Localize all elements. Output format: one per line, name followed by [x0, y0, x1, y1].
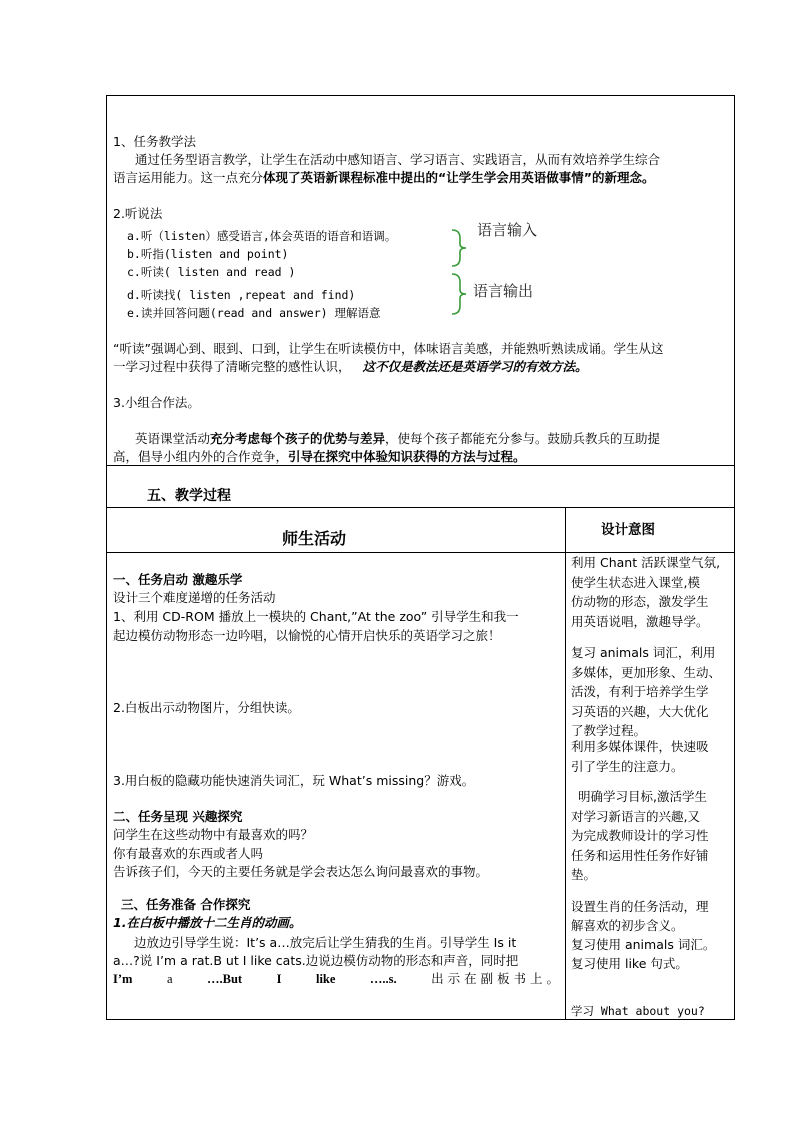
- task-method-para-text: 语言运用能力。这一点充分: [113, 170, 264, 185]
- intent-line: 利用多媒体课件，快速吸: [571, 739, 709, 754]
- intent-block-6: [571, 1002, 705, 1020]
- group-para-text1: 英语课堂活动: [135, 431, 211, 446]
- stage3-title: 三、任务准备 合作探究: [121, 897, 251, 912]
- stage3-board-text: 出 示 在 副 板 书 上 。: [431, 971, 559, 986]
- stage3-item1: 1.在白板中播放十二生肖的动画。: [113, 915, 302, 930]
- table-border-left: [106, 95, 107, 1020]
- stage3-i: I: [276, 972, 282, 986]
- group-para-bold2: 引导在探究中体验知识获得的方法与过程。: [288, 449, 526, 464]
- intent-line: 多媒体，更加形象、生动、: [571, 664, 722, 680]
- listen-method-title: 2.听说法: [113, 206, 163, 221]
- stage3-s: …..s.: [369, 972, 397, 986]
- intent-block-5: [571, 897, 715, 973]
- stage3-para-line1: 边放边引导学生说：It’s a…放完后让学生猜我的生肖。引导学生 Is it: [134, 935, 517, 950]
- listen-item-b: b.听指(listen and point): [127, 247, 289, 261]
- intent-line: 任务和运用性任务作好铺: [571, 847, 709, 863]
- intent-line: 引了学生的注意力。: [571, 758, 684, 774]
- stage1-item3: 3.用白板的隐藏功能快速消失词汇，玩 What’s missing？游戏。: [113, 773, 475, 788]
- stage1-item2: 2.白板出示动物图片，分组快读。: [113, 700, 300, 715]
- group-para-line1: [135, 430, 660, 448]
- listen-item-c: c.听读( listen and read ): [127, 265, 296, 279]
- intent-line: 了教学过程。: [571, 723, 647, 738]
- intent-line: 复习使用 like 句式。: [571, 956, 688, 971]
- intent-block-4: [571, 787, 709, 885]
- brace-input-icon: [448, 228, 472, 268]
- brace-label-output: 语言输出: [473, 282, 534, 300]
- stage1-item1-line2: 起边模仿动物形态一边吟唱，以愉悦的心情开启快乐的英语学习之旅！: [113, 628, 501, 643]
- listen-item-d: d.听读找( listen ,repeat and find): [127, 288, 356, 302]
- column-header-intent: 设计意图: [601, 522, 655, 538]
- group-para-text3: 高，倡导小组内外的合作竞争，: [113, 449, 289, 464]
- stage3-but: ….But: [207, 972, 243, 986]
- stage2-line1: 问学生在这些动物中有最喜欢的吗？: [113, 827, 314, 842]
- listen-item-a: a.听（listen）感受语言,体会英语的语音和语调。: [127, 229, 397, 243]
- stage2-line2: 你有最喜欢的东西或者人吗: [113, 846, 264, 861]
- intent-line: 学习 What about you?: [571, 1004, 705, 1018]
- task-method-para-line1: 通过任务型语言教学，让学生在活动中感知语言、学习语言、实践语言，从而有效培养学生综合: [135, 152, 661, 167]
- group-method-title: 3.小组合作法。: [113, 395, 200, 410]
- intent-line: 用英语说唱，激趣导学。: [571, 613, 709, 629]
- intent-line: 设置生肖的任务活动，理: [571, 899, 709, 914]
- listen-para-text: 一学习过程中获得了清晰完整的感性认识，: [113, 359, 351, 374]
- stage3-a: a: [166, 972, 173, 986]
- intent-line: 解喜欢的初步含义。: [571, 918, 684, 933]
- intent-line: 为完成教师设计的学习性: [571, 828, 709, 843]
- intent-line: 对学习新语言的兴趣,又: [571, 808, 700, 824]
- intent-line: 活泼，有利于培养学生学: [571, 684, 709, 699]
- listen-item-e: e.读并回答问题(read and answer) 理解语意: [127, 306, 381, 320]
- section5-title: 五、教学过程: [147, 488, 231, 504]
- task-method-para-line2: [113, 169, 654, 187]
- stage3-para-line3: [113, 970, 559, 988]
- stage2-line3: 告诉孩子们，今天的主要任务就是学会表达怎么询问最喜欢的事物。: [113, 864, 489, 879]
- intent-line: 明确学习目标,激活学生: [578, 789, 707, 804]
- stage3-para-line2: a…?说 I’m a rat.B ut I like cats.边说边模仿动物的形态和声音，同时把: [113, 953, 519, 968]
- brace-label-input: 语言输入: [477, 221, 538, 239]
- intent-line: 仿动物的形态，激发学生: [571, 594, 709, 609]
- intent-line: 使学生状态进入课堂,模: [571, 574, 700, 590]
- intent-block-1: [571, 553, 720, 631]
- group-para-bold1: 充分考虑每个孩子的优势与差异: [210, 431, 386, 446]
- stage1-intro: 设计三个难度递增的任务活动: [113, 590, 276, 605]
- intent-line: 复习使用 animals 词汇。: [571, 937, 716, 952]
- intent-line: 复习 animals 词汇，利用: [571, 645, 716, 660]
- listen-para-line2: [113, 358, 588, 376]
- stage2-title: 二、任务呈现 兴趣探究: [113, 809, 243, 824]
- stage3-like: like: [315, 972, 336, 986]
- brace-output-icon: [448, 272, 472, 316]
- table-border-top: [106, 95, 735, 96]
- task-method-para-bold: 体现了英语新课程标准中提出的“让学生学会用英语做事情”的新理念。: [263, 170, 655, 185]
- stage1-item1-line1: 1、利用 CD-ROM 播放上一模块的 Chant,”At the zoo” 引导学生和我一: [113, 609, 519, 624]
- column-header-activities: 师生活动: [282, 529, 347, 548]
- intent-block-3: [571, 737, 709, 776]
- listen-para-line1: “听读”强调心到、眼到、口到，让学生在听读模仿中，体味语言美感，并能熟听熟读成诵。学生从这: [113, 341, 664, 356]
- stage1-title: 一、任务启动 激趣乐学: [113, 572, 243, 587]
- group-para-line2: [113, 448, 526, 466]
- intent-line: 垫。: [571, 867, 597, 882]
- column-divider: [565, 507, 566, 1020]
- row-divider-section5: [106, 507, 735, 508]
- task-method-title: 1、任务教学法: [113, 134, 196, 149]
- table-border-right: [734, 95, 735, 1020]
- intent-block-2: [571, 643, 721, 741]
- intent-line: 习英语的兴趣，大大优化: [571, 703, 709, 719]
- stage3-im: I’m: [113, 972, 133, 986]
- intent-line: 利用 Chant 活跃课堂气氛,: [571, 555, 721, 570]
- group-para-text2: ，使每个孩子都能充分参与。鼓励兵教兵的互助提: [385, 431, 661, 446]
- listen-para-bold: 这不仅是教法还是英语学习的有效方法。: [362, 359, 588, 374]
